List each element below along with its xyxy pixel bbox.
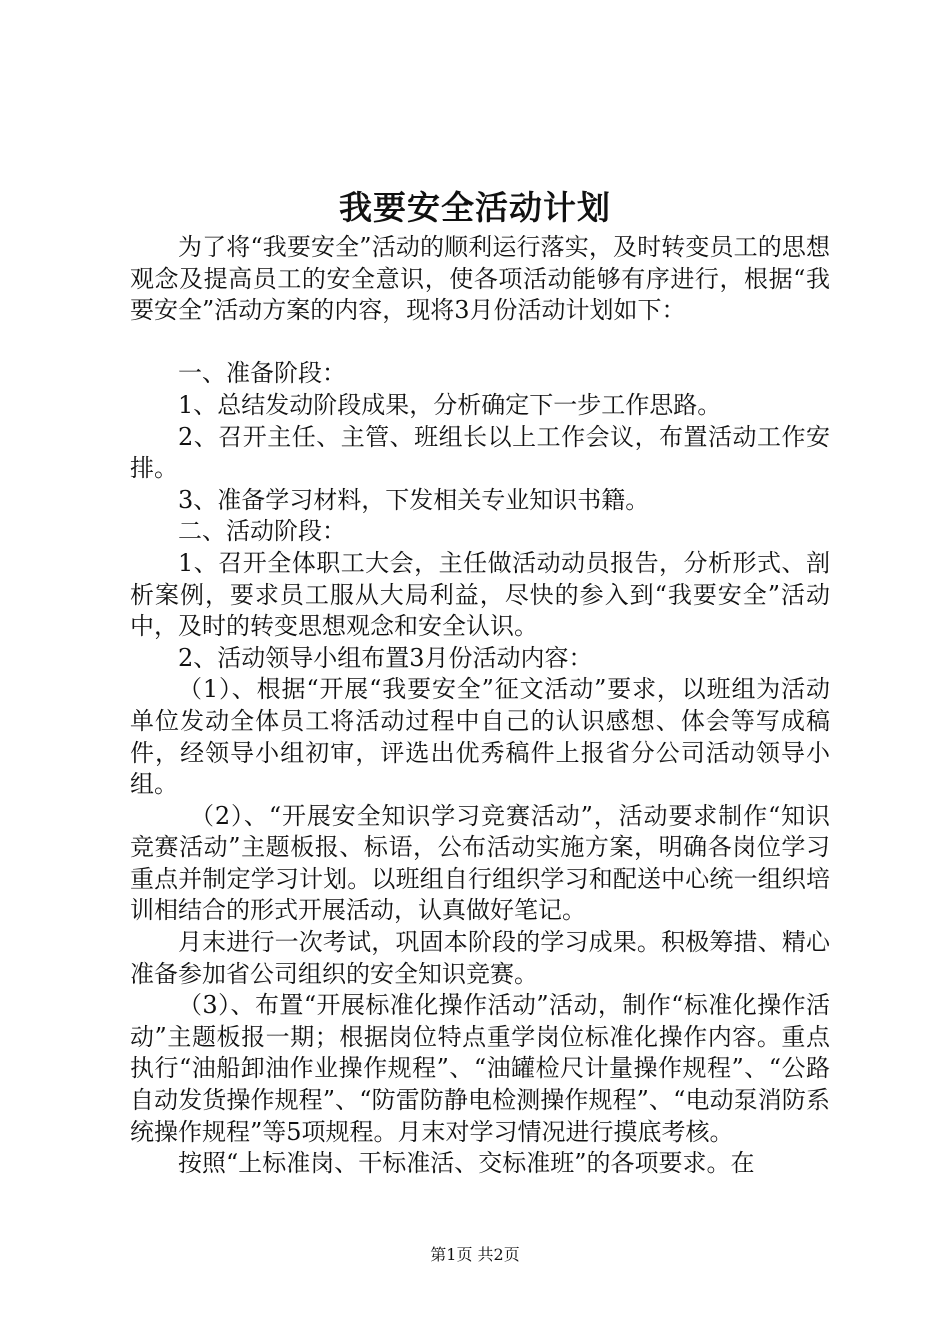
paragraph-item: 月末进行一次考试，巩固本阶段的学习成果。积极筹措、精心准备参加省公司组织的安全知识竞赛。 <box>130 928 830 988</box>
paragraph-item: 3、准备学习材料，下发相关专业知识书籍。 <box>178 485 650 514</box>
paragraph-item: 按照“上标准岗、干标准活、交标准班”的各项要求。在 <box>178 1149 755 1178</box>
section-heading-preparation: 一、准备阶段： <box>178 359 346 388</box>
paragraph-item: 1、召开全体职工大会，主任做活动动员报告，分析形式、剖析案例，要求员工服从大局利益，尽快的参入到“我要安全”活动中，及时的转变思想观念和安全认识。 <box>130 548 830 641</box>
paragraph-intro: 为了将“我要安全”活动的顺利运行落实，及时转变员工的思想观念及提高员工的安全意识，使各项活动能够有序进行，根据“我要安全”活动方案的内容，现将3月份活动计划如下： <box>130 233 830 325</box>
paragraph-item: 1、总结发动阶段成果，分析确定下一步工作思路。 <box>178 390 722 419</box>
paragraph-subitem: （1）、根据“开展“我要安全”征文活动”要求，以班组为活动单位发动全体员工将活动过程中自己的认识感想、体会等写成稿件，经领导小组初审，评选出优秀稿件上报省分公司活动领导小组。 <box>130 675 830 799</box>
section-heading-activity: 二、活动阶段： <box>178 517 346 546</box>
page-footer: 第1页 共2页 <box>430 1245 520 1264</box>
paragraph-item: 2、活动领导小组布置3月份活动内容： <box>178 643 593 672</box>
document-title: 我要安全活动计划 <box>339 188 611 227</box>
paragraph-gap <box>130 327 830 359</box>
document-body <box>130 232 830 1180</box>
paragraph-subitem: （2）、“开展安全知识学习竞赛活动”，活动要求制作“知识竞赛活动”主题板报、标语，公布活动实施方案，明确各岗位学习重点并制定学习计划。以班组自行组织学习和配送中心统一组织培训相结合的形式开展活动，认真做好笔记。 <box>130 801 830 925</box>
paragraph-subitem: （3）、布置“开展标准化操作活动”活动，制作“标准化操作活动”主题板报一期；根据岗位特点重学岗位标准化操作内容。重点执行“油船卸油作业操作规程”、“油罐检尺计量操作规程”、“公路自动发货操作规程”、“防雷防静电检测操作规程”、“电动泵消防系统操作规程”等5项规程。月末对学习情况进行摸底考核。 <box>130 991 830 1146</box>
paragraph-item: 2、召开主任、主管、班组长以上工作会议，布置活动工作安排。 <box>130 422 830 483</box>
